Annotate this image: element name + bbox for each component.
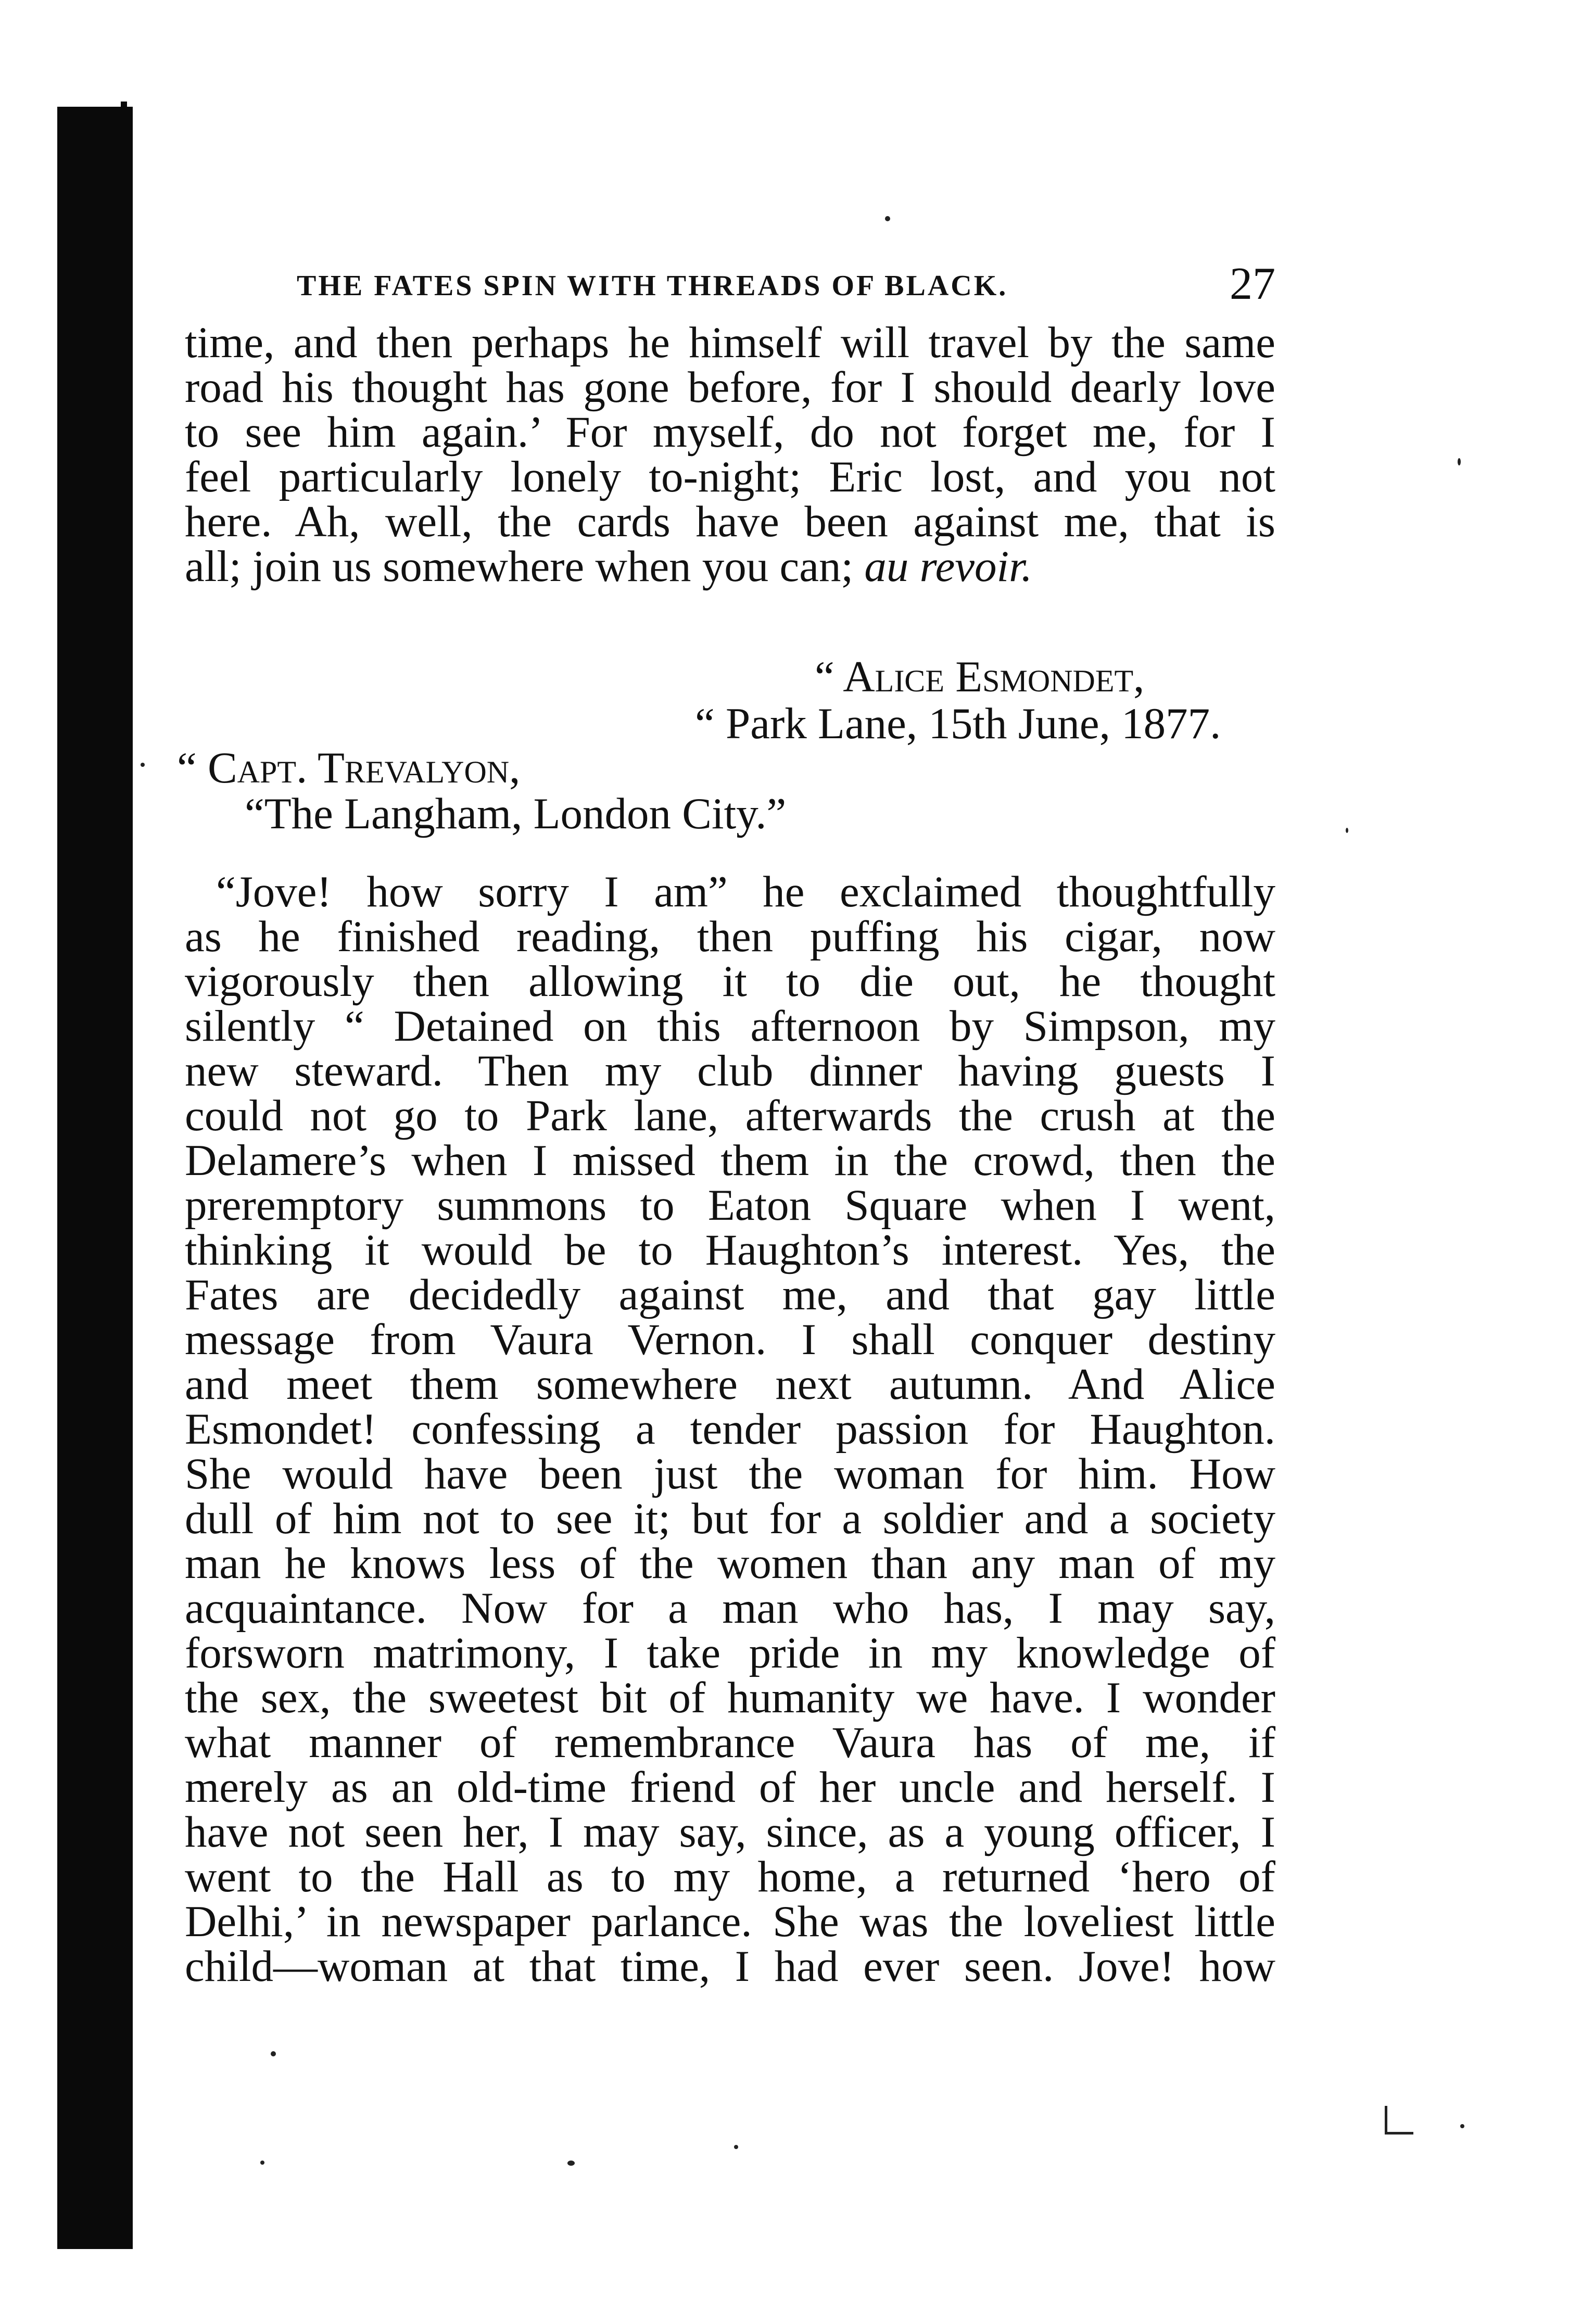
text-line: the sex, the sweetest bit of humanity we have. I wonder: [185, 1673, 1275, 1722]
text-line: Esmondet! confessing a tender passion for Haughton.: [185, 1405, 1275, 1454]
scan-speck: [1458, 458, 1461, 465]
text-line: child—woman at that time, I had ever seen. Jove! how: [185, 1942, 1275, 1991]
text-line: Delamere’s when I missed them in the crowd, then the: [185, 1136, 1275, 1185]
page-number: 27: [1230, 259, 1275, 309]
text-line: road his thought has gone before, for I should dearly love: [185, 363, 1275, 412]
italic-phrase: au revoir.: [864, 542, 1033, 591]
text-line-content: all; join us somewhere when you can; au revoir.: [185, 542, 1033, 591]
text-line: new steward. Then my club dinner having guests I: [185, 1046, 1275, 1095]
scan-speck: [734, 2145, 738, 2149]
text-line: went to the Hall as to my home, a returned ‘hero of: [185, 1852, 1275, 1901]
scan-speck: [567, 2161, 575, 2166]
text-line: here. Ah, well, the cards have been against me, that is: [185, 497, 1275, 546]
scan-speck: [260, 2161, 264, 2165]
page-header: [297, 258, 1275, 320]
book-spine-tip: [121, 102, 127, 122]
text-line: as he finished reading, then puffing his cigar, now: [185, 912, 1275, 961]
scan-speck: [885, 216, 890, 221]
text-line: “Jove! how sorry I am” he exclaimed thoughtfully: [216, 867, 1275, 916]
text-line: man he knows less of the women than any man of my: [185, 1539, 1275, 1588]
scan-speck: [271, 2051, 276, 2056]
book-spine-shadow: [57, 107, 133, 2249]
running-head: THE FATES SPIN WITH THREADS OF BLACK.: [297, 270, 1008, 302]
text-line: message from Vaura Vernon. I shall conquer destiny: [185, 1315, 1275, 1364]
text-line: [185, 544, 1275, 589]
text-line: have not seen her, I may say, since, as a young officer, I: [185, 1808, 1275, 1856]
margin-mark: [1385, 2106, 1413, 2134]
text-line: Fates are decidedly against me, and that gay little: [185, 1270, 1275, 1319]
addressee-name: “ Capt. Trevalyon,: [177, 743, 521, 792]
text-line: She would have been just the woman for him. How: [185, 1449, 1275, 1498]
addressee-location: “The Langham, London City.”: [245, 789, 787, 838]
text-line: forsworn matrimony, I take pride in my knowledge of: [185, 1628, 1275, 1677]
scan-speck: [1346, 828, 1348, 833]
text-line: merely as an old-time friend of her uncle and herself. I: [185, 1763, 1275, 1812]
signature-address: “ Park Lane, 15th June, 1877.: [695, 699, 1221, 748]
text-line: acquaintance. Now for a man who has, I may say,: [185, 1584, 1275, 1633]
text-line: to see him again.’ For myself, do not forget me, for I: [185, 408, 1275, 457]
text-line: dull of him not to see it; but for a soldier and a society: [185, 1494, 1275, 1543]
narrative-paragraph: [185, 869, 1275, 1989]
text-line: preremptory summons to Eaton Square when I went,: [185, 1181, 1275, 1230]
scan-speck: [141, 763, 145, 767]
letter-closing-paragraph: [185, 320, 1275, 589]
text-line: silently “ Detained on this afternoon by Simpson, my: [185, 1002, 1275, 1051]
text-line: and meet them somewhere next autumn. And Alice: [185, 1360, 1275, 1409]
signature-name: “ Alice Esmondet,: [815, 652, 1145, 701]
text-line: what manner of remembrance Vaura has of me, if: [185, 1718, 1275, 1767]
text-line: feel particularly lonely to-night; Eric lost, and you not: [185, 452, 1275, 501]
text-line: time, and then perhaps he himself will travel by the same: [185, 318, 1275, 367]
text-line: vigorously then allowing it to die out, he thought: [185, 957, 1275, 1006]
scan-speck: [1460, 2124, 1464, 2128]
text-line: could not go to Park lane, afterwards the crush at the: [185, 1091, 1275, 1140]
text-line: thinking it would be to Haughton’s interest. Yes, the: [185, 1226, 1275, 1274]
text-line: Delhi,’ in newspaper parlance. She was the loveliest little: [185, 1897, 1275, 1946]
